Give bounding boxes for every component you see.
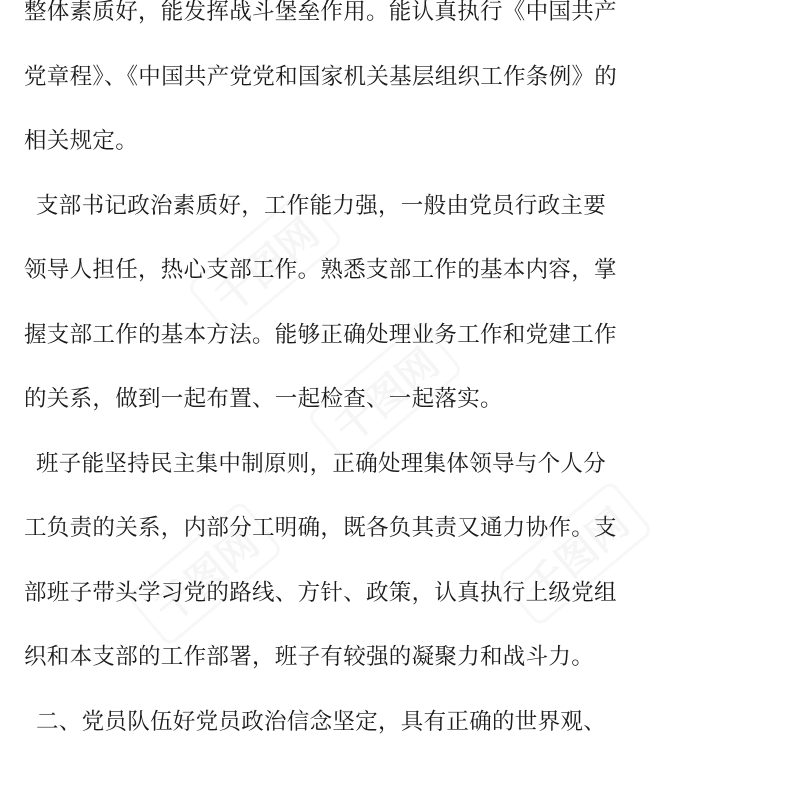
text-line: 部班子带头学习党的路线、方针、政策，认真执行上级党组 [24, 579, 617, 606]
watermark: 千图网 [126, 500, 284, 648]
text-line: 的关系，做到一起布置、一起检查、一起落实。 [24, 386, 503, 412]
text-line: 工负责的关系，内部分工明确，既各负其责又通力协作。支 [24, 515, 617, 541]
text-line: 支部书记政治素质好，工作能力强，一般由党员行政主要 [36, 192, 607, 219]
text-line: 整体素质好，能发挥战斗堡垒作用。能认真执行《中国共产 [24, 0, 617, 25]
text-line: 握支部工作的基本方法。能够正确处理业务工作和党建工作 [24, 321, 617, 348]
text-line: 二、党员队伍好党员政治信念坚定，具有正确的世界观、 [36, 708, 607, 735]
text-line: 织和本支部的工作部署，班子有较强的凝聚力和战斗力。 [24, 644, 595, 670]
text-line: 领导人担任，热心支部工作。熟悉支部工作的基本内容，掌 [24, 257, 617, 283]
document-body [24, 0, 644, 754]
watermark: 千图网 [186, 190, 344, 338]
text-line: 班子能坚持民主集中制原则，正确处理集体领导与个人分 [36, 450, 607, 477]
watermark: 千图网 [496, 480, 654, 628]
watermark: 千图网 [306, 320, 464, 468]
text-line: 党章程》、《中国共产党党和国家机关基层组织工作条例》的 [24, 63, 618, 90]
text-line: 相关规定。 [24, 128, 139, 154]
